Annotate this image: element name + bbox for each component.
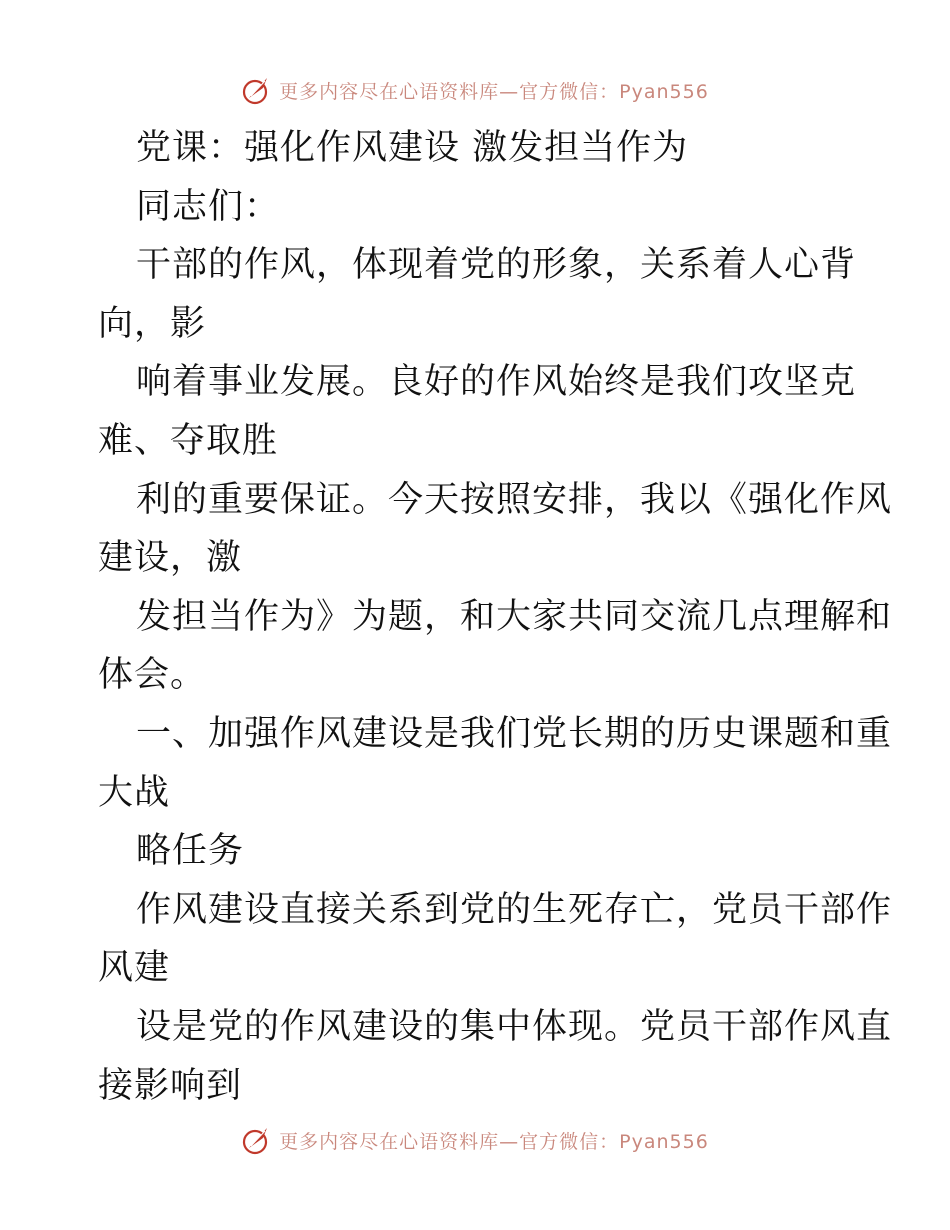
text-line: 党课：强化作风建设 激发担当作为: [136, 128, 689, 168]
text-line: 作风建设直接关系到党的生死存亡，党员干部作: [136, 889, 893, 930]
text-line: 向，影: [98, 303, 207, 344]
text-line: 响着事业发展。良好的作风始终是我们攻坚克: [136, 362, 857, 403]
text-line: 难、夺取胜: [98, 420, 279, 461]
text-line: 干部的作风，体现着党的形象，关系着人心背: [136, 245, 857, 286]
watermark-text: 更多内容尽在心语资料库—官方微信：Pyan556: [279, 80, 709, 103]
watermark-text: 更多内容尽在心语资料库—官方微信：Pyan556: [279, 1130, 709, 1153]
text-line: 同志们：: [136, 186, 281, 227]
text-line: 一、加强作风建设是我们党长期的历史课题和重: [136, 713, 893, 754]
text-line: 发担当作为》为题，和大家共同交流几点理解和: [136, 596, 893, 637]
text-line: 建设，激: [98, 538, 243, 579]
text-line: 接影响到: [98, 1065, 243, 1106]
text-line: 大战: [98, 772, 171, 813]
feather-pen-circle-icon: [241, 1124, 273, 1156]
footer-watermark-banner: [0, 1120, 950, 1160]
text-line: 风建: [98, 948, 171, 989]
document-body: [98, 119, 893, 1115]
text-line: 设是党的作风建设的集中体现。党员干部作风直: [136, 1006, 893, 1047]
text-line: 略任务: [136, 831, 245, 872]
header-watermark-banner: [0, 70, 950, 110]
text-line: 利的重要保证。今天按照安排，我以《强化作风: [136, 479, 893, 520]
feather-pen-circle-icon: [241, 74, 273, 106]
text-line: 体会。: [98, 655, 207, 696]
